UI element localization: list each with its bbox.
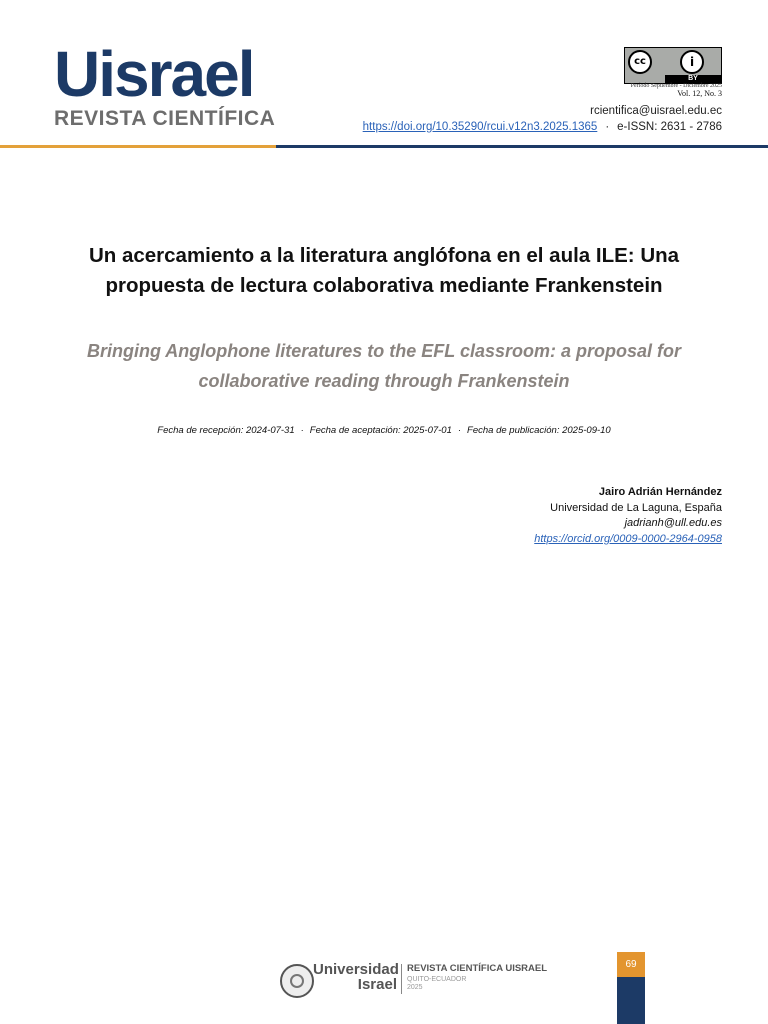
date-published: Fecha de publicación: 2025-09-10 [467,425,611,436]
date-accepted: Fecha de aceptación: 2025-07-01 [309,425,452,436]
author-affiliation: Universidad de La Laguna, España [550,501,722,514]
header-rule-orange [0,145,276,148]
header-rule-navy [276,145,768,148]
university-seal-icon [280,964,314,998]
by-label: BY [665,75,721,83]
volume-number: Vol. 12, No. 3 [677,89,722,98]
journal-logo: Uisrael [54,38,254,110]
date-received: Fecha de recepción: 2024-07-31 [157,425,295,436]
author-orcid-link[interactable]: https://orcid.org/0009-0000-2964-0958 [534,532,722,545]
doi-link[interactable]: https://doi.org/10.35290/rcui.v12n3.2025.1365 [362,121,598,133]
issn: e-ISSN: 2631 - 2786 [617,121,722,133]
page-number-tab [617,952,645,1024]
publication-period: Período Septiembre - Diciembre 2025 [630,83,722,89]
author-block [534,485,722,547]
footer-city: QUITO-ECUADOR [407,976,467,983]
separator: · [605,121,610,133]
university-name-line2: Israel [357,976,397,993]
article-title-english: Bringing Anglophone literatures to the EFL classroom: a proposal for collaborative reading through Frankenstein [86,341,682,391]
footer-year: 2025 [407,984,423,991]
article-dates [60,424,708,437]
article-title-spanish: Un acercamiento a la literatura anglófona en el aula ILE: Una propuesta de lectura colaborativa mediante Frankenstein [88,244,680,297]
university-name [313,962,397,992]
separator: · [300,425,304,436]
cc-by-license-badge[interactable] [624,47,722,84]
creative-commons-icon: cc [628,50,652,74]
separator: · [457,425,462,436]
journal-logo-subtitle: REVISTA CIENTÍFICA [54,107,276,130]
doi-issn-line [363,120,722,134]
journal-email[interactable]: rcientifica@uisrael.edu.ec [590,105,722,117]
university-name-line1: Universidad [313,961,399,978]
footer-divider [401,964,402,994]
page-tab-bar [617,977,645,1024]
footer-journal-name: REVISTA CIENTÍFICA UISRAEL [407,963,548,974]
person-icon: i [680,50,704,74]
footer-branding [280,962,600,998]
author-email[interactable]: jadrianh@ull.edu.es [624,517,722,529]
author-name: Jairo Adrián Hernández [598,486,722,498]
page-number: 69 [617,952,645,977]
